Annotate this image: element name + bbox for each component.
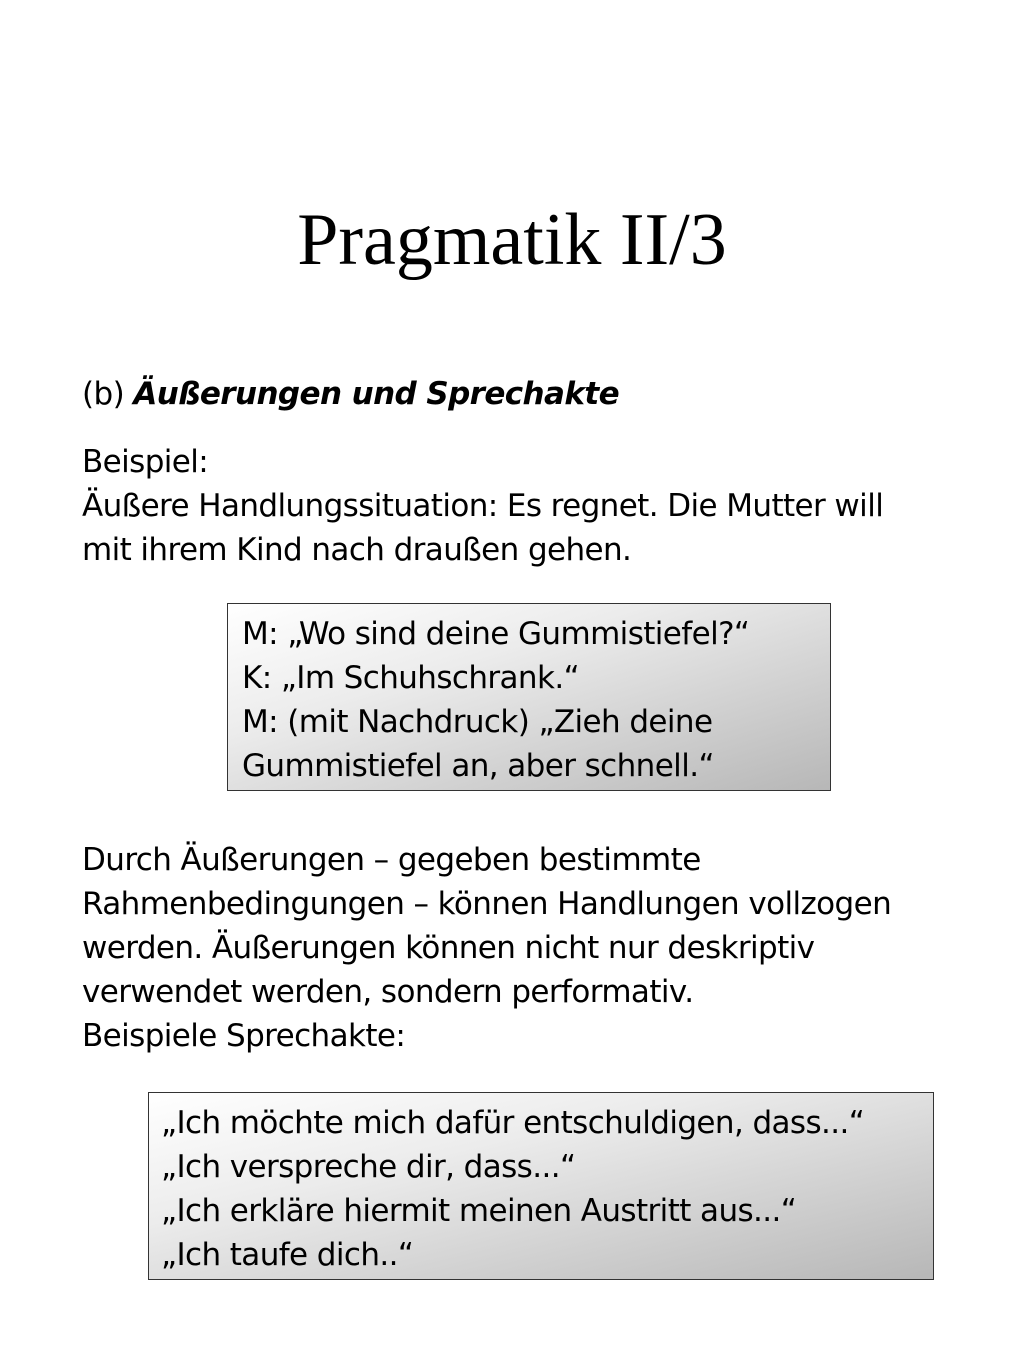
explanation-line: Beispiele Sprechakte: [82, 1018, 406, 1054]
intro-paragraph [82, 440, 883, 572]
intro-line: Beispiel: [82, 444, 209, 480]
dialog-box [227, 603, 831, 791]
explanation-paragraph [82, 838, 891, 1058]
dialog-line: K: „Im Schuhschrank.“ [242, 660, 580, 696]
explanation-line: werden. Äußerungen können nicht nur deskriptiv [82, 930, 815, 966]
explanation-line: Rahmenbedingungen – können Handlungen vollzogen [82, 886, 892, 922]
slide-title: Pragmatik II/3 [297, 199, 727, 281]
section-heading-emphasis: Äußerungen und Sprechakte [133, 376, 619, 412]
dialog-line: Gummistiefel an, aber schnell.“ [242, 748, 714, 784]
section-heading [82, 372, 619, 416]
example-line: „Ich taufe dich..“ [161, 1237, 414, 1273]
section-prefix: (b) [82, 376, 134, 412]
intro-line: mit ihrem Kind nach draußen gehen. [82, 532, 632, 568]
example-line: „Ich erkläre hiermit meinen Austritt aus...“ [161, 1193, 797, 1229]
dialog-line: M: (mit Nachdruck) „Zieh deine [242, 704, 713, 740]
example-line: „Ich möchte mich dafür entschuldigen, dass...“ [161, 1105, 865, 1141]
example-line: „Ich verspreche dir, dass...“ [161, 1149, 576, 1185]
dialog-line: M: „Wo sind deine Gummistiefel?“ [242, 616, 750, 652]
explanation-line: Durch Äußerungen – gegeben bestimmte [82, 842, 701, 878]
explanation-line: verwendet werden, sondern performativ. [82, 974, 694, 1010]
speech-act-examples-box [148, 1092, 934, 1280]
intro-line: Äußere Handlungssituation: Es regnet. Die Mutter will [82, 488, 884, 524]
